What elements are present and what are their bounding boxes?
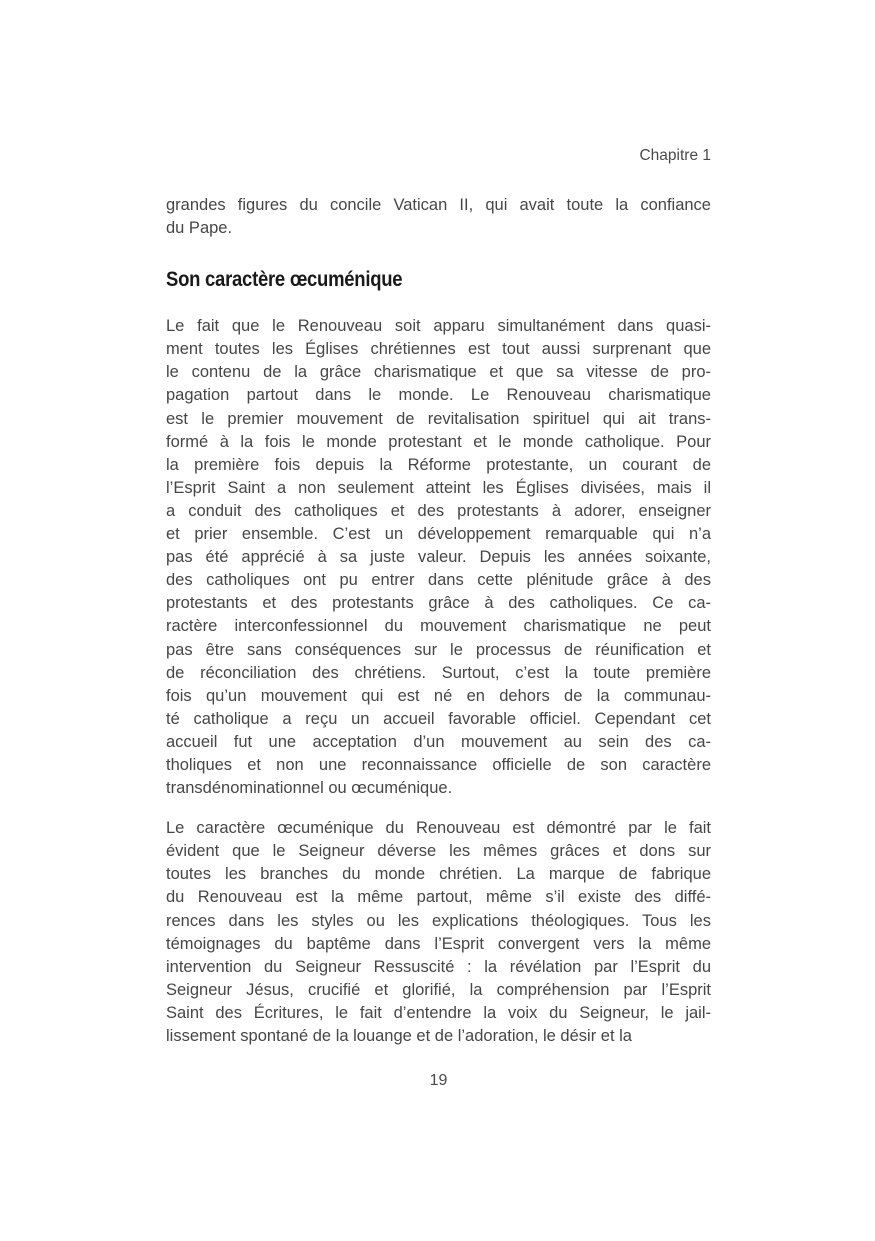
text-line: pagation partout dans le monde. Le Renouveau charismatique — [166, 386, 711, 405]
text-line: ractère interconfessionnel du mouvement charismatique ne peut — [166, 617, 711, 636]
text-line: la première fois depuis la Réforme protestante, un courant de — [166, 455, 711, 474]
text-line: formé à la fois le monde protestant et le monde catholique. Pour — [166, 432, 711, 451]
text-line: du Renouveau est la même partout, même s’il existe des diffé- — [166, 888, 711, 907]
text-line: est le premier mouvement de revitalisation spirituel qui ait trans- — [166, 409, 711, 428]
running-header: Chapitre 1 — [639, 147, 711, 164]
text-line: pas être sans conséquences sur le processus de réunification et — [166, 640, 711, 659]
text-block — [166, 194, 711, 1048]
text-line: Saint des Écritures, le fait d’entendre la voix du Seigneur, le jail- — [166, 1003, 711, 1022]
text-line: Le fait que le Renouveau soit apparu simultanément dans quasi- — [166, 317, 711, 336]
text-line: ment toutes les Églises chrétiennes est tout aussi surprenant que — [166, 340, 711, 359]
text-line: intervention du Seigneur Ressuscité : la révélation par l’Esprit du — [166, 957, 711, 976]
text-line: toutes les branches du monde chrétien. La marque de fabrique — [166, 865, 711, 884]
text-line: le contenu de la grâce charismatique et que sa vitesse de pro- — [166, 363, 711, 382]
paragraph-1 — [166, 315, 711, 800]
text-line: té catholique a reçu un accueil favorable officiel. Cependant cet — [166, 709, 711, 728]
text-line: grandes figures du concile Vatican II, qui avait toute la confiance — [166, 196, 711, 214]
text-line: et prier ensemble. C’est un développement remarquable qui n’a — [166, 525, 711, 544]
text-line: rences dans les styles ou les explications théologiques. Tous les — [166, 911, 711, 930]
text-line: fois qu’un mouvement qui est né en dehors de la communau- — [166, 686, 711, 705]
text-line: Le caractère œcuménique du Renouveau est démontré par le fait — [166, 819, 711, 838]
page-number: 19 — [429, 1072, 448, 1089]
text-line: transdénominationnel ou œcuménique. — [166, 779, 453, 798]
paragraph-intro — [166, 194, 711, 240]
paragraph-2 — [166, 817, 711, 1048]
text-line: témoignages du baptême dans l’Esprit convergent vers la même — [166, 934, 711, 953]
text-line: évident que le Seigneur déverse les mêmes grâces et dons sur — [166, 842, 711, 861]
text-line: protestants et des protestants grâce à des catholiques. Ce ca- — [166, 594, 711, 613]
text-line: a conduit des catholiques et des protestants à adorer, enseigner — [166, 501, 711, 520]
text-line: l’Esprit Saint a non seulement atteint les Églises divisées, mais il — [166, 478, 711, 497]
text-line: de réconciliation des chrétiens. Surtout, c’est la toute première — [166, 663, 711, 682]
text-line: du Pape. — [166, 219, 233, 238]
text-line: des catholiques ont pu entrer dans cette plénitude grâce à des — [166, 571, 711, 590]
text-line: Seigneur Jésus, crucifié et glorifié, la compréhension par l’Esprit — [166, 980, 711, 999]
section-heading: Son caractère œcuménique — [166, 267, 403, 292]
text-line: lissement spontané de la louange et de l’adoration, le désir et la — [166, 1027, 632, 1045]
text-line: pas été apprécié à sa juste valeur. Depuis les années soixante, — [166, 548, 711, 567]
text-line: accueil fut une acceptation d’un mouvement au sein des ca- — [166, 732, 711, 751]
text-line: tholiques et non une reconnaissance officielle de son caractère — [166, 755, 711, 774]
